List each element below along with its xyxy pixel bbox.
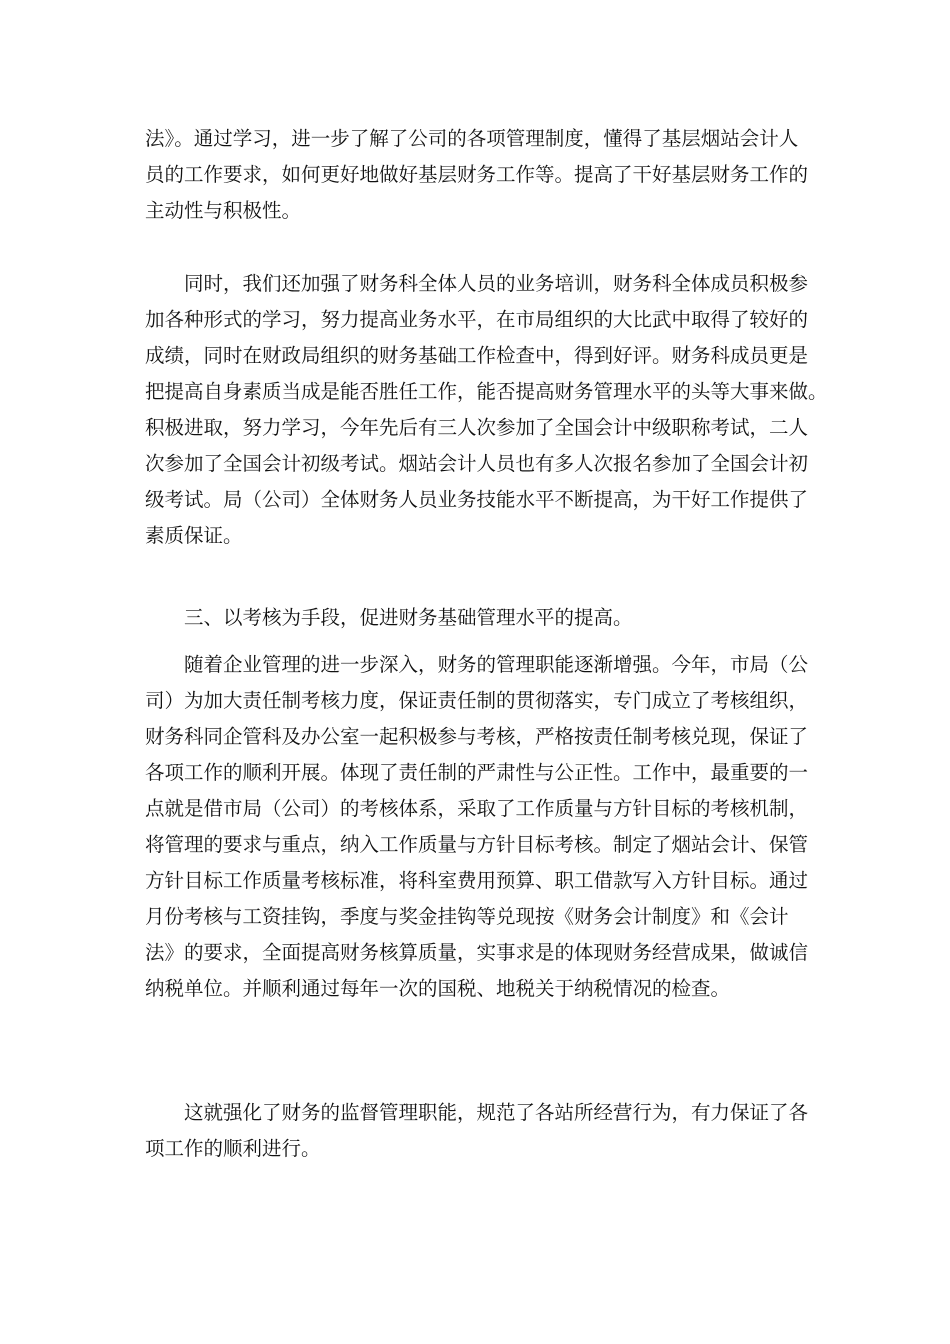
text-line: 积极进取，努力学习，今年先后有三人次参加了全国会计中级职称考试，二人 (145, 416, 809, 439)
text-line: 法》的要求，全面提高财务核算质量，实事求是的体现财务经营成果，做诚信 (145, 941, 809, 964)
text-line: 同时，我们还加强了财务科全体人员的业务培训，财务科全体成员积极参 (184, 272, 809, 295)
text-line: 方针目标工作质量考核标准，将科室费用预算、职工借款写入方针目标。通过 (145, 869, 809, 892)
text-line: 把提高自身素质当成是能否胜任工作，能否提高财务管理水平的头等大事来做。 (145, 380, 828, 403)
text-line: 纳税单位。并顺利通过每年一次的国税、地税关于纳税情况的检查。 (145, 977, 731, 1000)
text-line: 员的工作要求，如何更好地做好基层财务工作等。提高了干好基层财务工作的 (145, 163, 809, 186)
paragraph-conclusion (145, 1095, 825, 1167)
text-line: 法》。通过学习，进一步了解了公司的各项管理制度，懂得了基层烟站会计人 (145, 127, 799, 150)
paragraph-training (145, 266, 828, 554)
section-heading-text: 三、以考核为手段，促进财务基础管理水平的提高。 (184, 606, 633, 629)
section-heading (145, 600, 825, 636)
paragraph-continuation (145, 121, 825, 229)
text-line: 将管理的要求与重点，纳入工作质量与方针目标考核。制定了烟站会计、保管 (145, 833, 809, 856)
paragraph-assessment (145, 647, 825, 1007)
text-line: 财务科同企管科及办公室一起积极参与考核，严格按责任制考核兑现，保证了 (145, 725, 809, 748)
text-line: 点就是借市局（公司）的考核体系，采取了工作质量与方针目标的考核机制， (145, 797, 809, 820)
text-line: 素质保证。 (145, 524, 243, 547)
text-line: 随着企业管理的进一步深入，财务的管理职能逐渐增强。今年，市局（公 (184, 653, 809, 676)
text-line: 级考试。局（公司）全体财务人员业务技能水平不断提高，为干好工作提供了 (145, 488, 809, 511)
text-line: 司）为加大责任制考核力度，保证责任制的贯彻落实，专门成立了考核组织， (145, 689, 809, 712)
text-line: 成绩，同时在财政局组织的财务基础工作检查中，得到好评。财务科成员更是 (145, 344, 809, 367)
text-line: 主动性与积极性。 (145, 199, 302, 222)
text-line: 这就强化了财务的监督管理职能，规范了各站所经营行为，有力保证了各 (184, 1101, 809, 1124)
text-line: 各项工作的顺利开展。体现了责任制的严肃性与公正性。工作中，最重要的一 (145, 761, 809, 784)
text-line: 项工作的顺利进行。 (145, 1137, 321, 1160)
text-line: 月份考核与工资挂钩，季度与奖金挂钩等兑现按《财务会计制度》和《会计 (145, 905, 789, 928)
text-line: 加各种形式的学习，努力提高业务水平，在市局组织的大比武中取得了较好的 (145, 308, 809, 331)
text-line: 次参加了全国会计初级考试。烟站会计人员也有多人次报名参加了全国会计初 (145, 452, 809, 475)
